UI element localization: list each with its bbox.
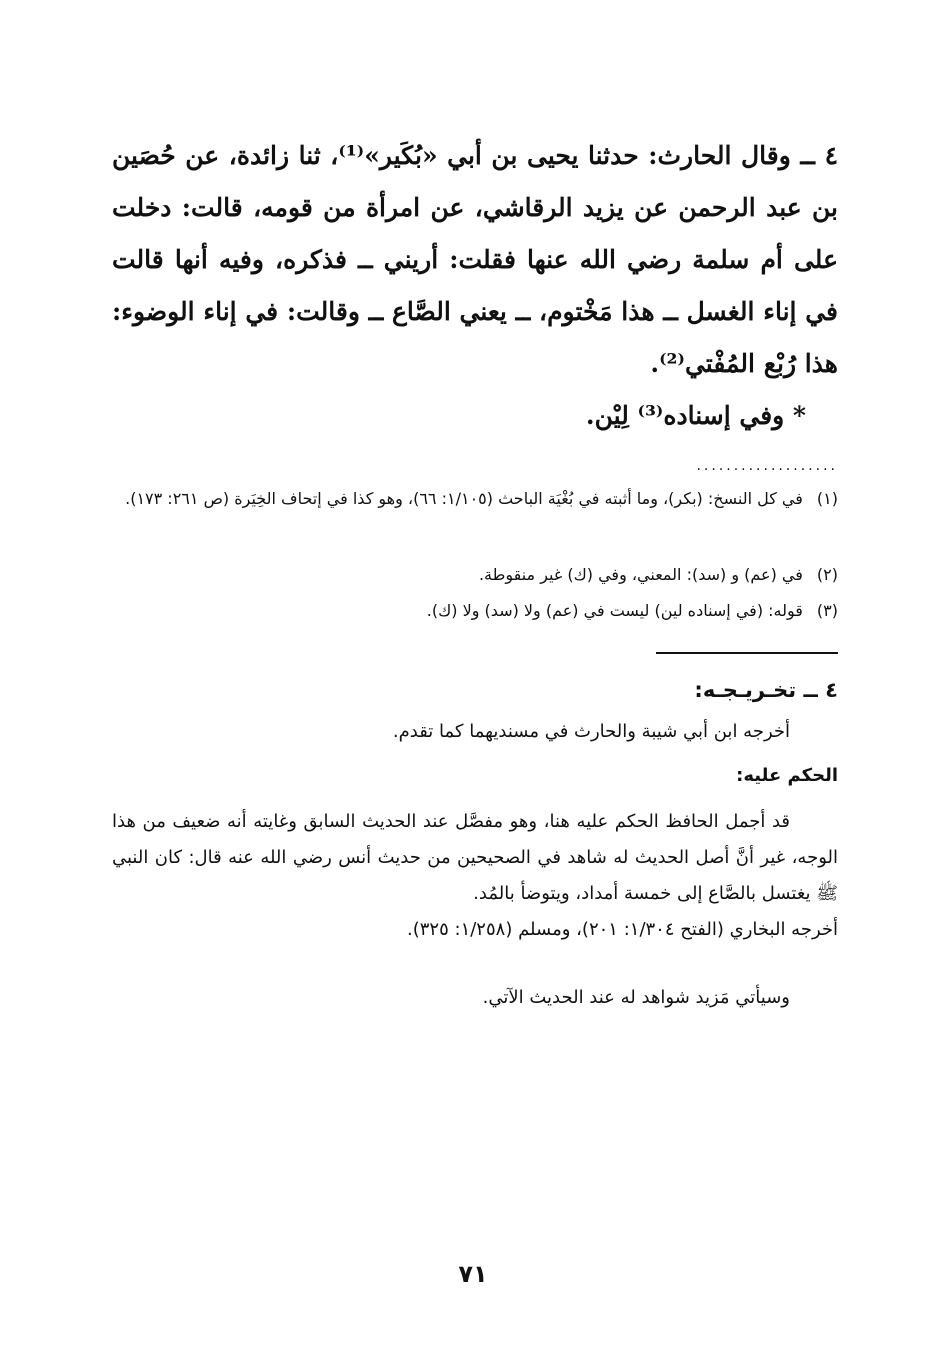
hukm-paragraph: [112, 804, 838, 948]
footnote-1: [112, 484, 838, 514]
hukm-closing: وسيأتي مَزيد شواهد له عند الحديث الآتي.: [482, 987, 790, 1008]
hukm-source: أخرجه البخاري (الفتح ١/٣٠٤: ٢٠١)، ومسلم (١/٢٥٨: ٣٢٥).: [407, 919, 838, 940]
hadith-ruling: * وفي إسناده⁽³⁾ لِيْن.: [585, 401, 806, 430]
footnote-text: في (عم) و (سد): المعني، وفي (ك) غير منقوطة.: [478, 565, 803, 584]
page-number: ٧١: [458, 1260, 488, 1288]
hadith-block: [112, 130, 838, 442]
hukm-heading: الحكم عليه:: [736, 765, 838, 786]
takhrij-text: أخرجه ابن أبي شيبة والحارث في مسنديهما كما تقدم.: [392, 721, 790, 742]
footnote-3: [112, 596, 838, 626]
section-divider: [656, 652, 838, 654]
hadith-narration: ٤ ــ وقال الحارث: حدثنا يحيى بن أبي «بُكَير»⁽¹⁾، ثنا زائدة، عن حُصَين بن عبد الرحمن عن يزيد الرقاشي، عن امرأة من قومه، قالت: دخلت على أم سلمة رضي الله عنها فقلت: أريني ــ فذكره، وفيه أنها قالت في إناء الغسل ــ هذا مَخْتوم، ــ يعني الصَّاع ــ وقالت: في إناء الوضوء: هذا رُبْع المُفْتي⁽²⁾.: [112, 141, 839, 378]
footnote-2: [112, 560, 838, 590]
takhrij-heading: ٤ ــ تخـريـجـه:: [694, 678, 838, 702]
footnote-text: في كل النسخ: (بكر)، وما أثبته في بُغْيَة الباحث (١/١٠٥: ٦٦)، وهو كذا في إتحاف الخِيَرة (ص ٢٦١: ١٧٣).: [125, 489, 803, 508]
hukm-text: قد أجمل الحافظ الحكم عليه هنا، وهو مفصَّل عند الحديث السابق وغايته أنه ضعيف من هذا الوجه، غير أنَّ أصل الحديث له شاهد في الصحيحين من حديث أنس رضي الله عنه قال: كان النبي ﷺ يغتسل بالصَّاع إلى خمسة أمداد، ويتوضأ بالمُد.: [112, 811, 838, 904]
footnote-number: (٢): [816, 565, 838, 584]
footnote-separator: ...................: [696, 458, 838, 474]
footnote-number: (٣): [816, 601, 838, 620]
footnote-number: (١): [816, 489, 838, 508]
footnote-text: قوله: (في إسناده لين) ليست في (عم) ولا (سد) ولا (ك).: [426, 601, 803, 620]
